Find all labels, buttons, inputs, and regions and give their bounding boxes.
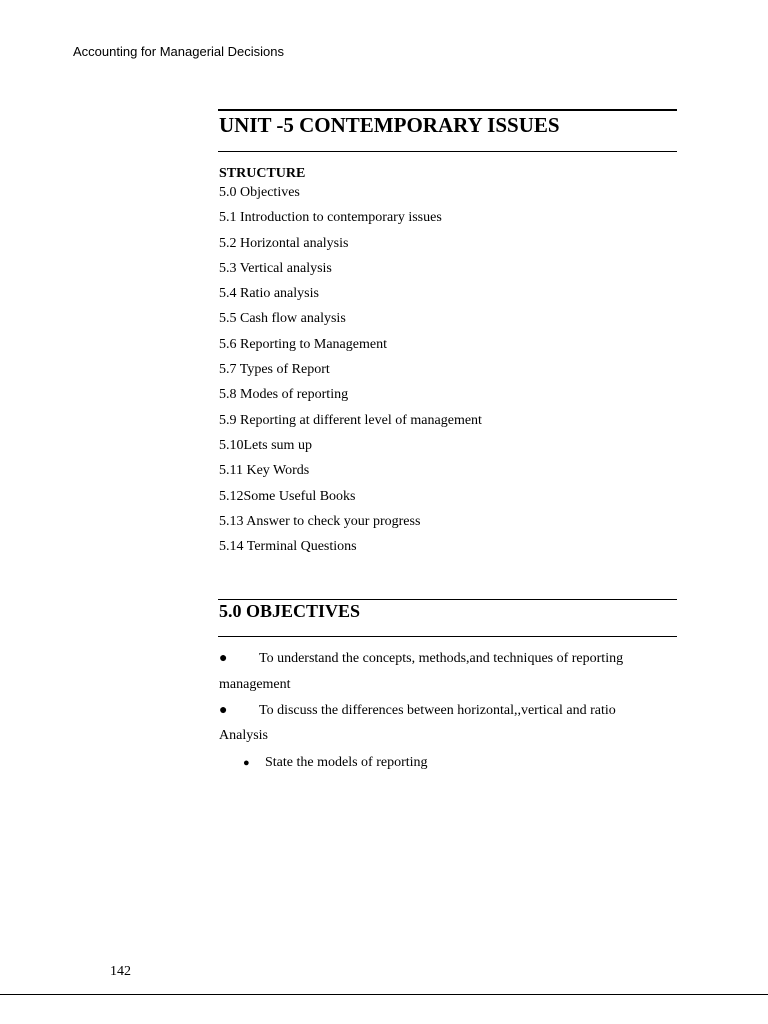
toc-item: 5.11 Key Words xyxy=(219,463,310,479)
toc-item: 5.5 Cash flow analysis xyxy=(219,311,346,327)
toc-item: 5.2 Horizontal analysis xyxy=(219,235,349,251)
objectives-top-rule xyxy=(218,599,677,600)
toc-item: 5.7 Types of Report xyxy=(219,362,330,378)
page-number: 142 xyxy=(110,964,131,979)
objectives-title: 5.0 OBJECTIVES xyxy=(219,601,361,621)
unit-title: UNIT -5 CONTEMPORARY ISSUES xyxy=(219,113,560,137)
objective-text: To understand the concepts, methods,and techniques of reporting xyxy=(259,651,624,666)
unit-title-top-rule xyxy=(218,109,677,111)
objective-text: To discuss the differences between horizontal,,vertical and ratio xyxy=(259,703,616,718)
footer-rule xyxy=(0,994,768,995)
objective-item-2 xyxy=(219,701,616,720)
objective-item-2-continuation: Analysis xyxy=(219,728,268,743)
objective-item-1-continuation: management xyxy=(219,677,291,692)
bullet-icon: ● xyxy=(219,651,228,666)
bullet-icon: ● xyxy=(219,703,228,718)
toc-item: 5.9 Reporting at different level of management xyxy=(219,412,482,428)
toc-item: 5.3 Vertical analysis xyxy=(219,260,332,276)
bullet-icon: ● xyxy=(243,757,250,769)
objective-item-1 xyxy=(219,649,623,668)
toc-item: 5.0 Objectives xyxy=(219,185,300,200)
toc-item: 5.8 Modes of reporting xyxy=(219,387,349,403)
toc-item: 5.12Some Useful Books xyxy=(219,488,356,504)
toc-item: 5.6 Reporting to Management xyxy=(219,336,387,352)
toc-item: 5.10Lets sum up xyxy=(219,437,312,453)
toc-item: 5.13 Answer to check your progress xyxy=(219,513,421,529)
objectives-bottom-rule xyxy=(218,636,677,637)
toc-item: 5.1 Introduction to contemporary issues xyxy=(219,210,442,226)
toc-item: 5.14 Terminal Questions xyxy=(219,539,357,555)
objective-item-3 xyxy=(243,753,428,773)
objective-text: State the models of reporting xyxy=(265,755,428,770)
table-of-contents xyxy=(219,183,482,562)
unit-title-bottom-rule xyxy=(218,151,677,152)
running-header: Accounting for Managerial Decisions xyxy=(73,44,284,59)
structure-label: STRUCTURE xyxy=(219,166,306,181)
toc-item: 5.4 Ratio analysis xyxy=(219,286,319,302)
